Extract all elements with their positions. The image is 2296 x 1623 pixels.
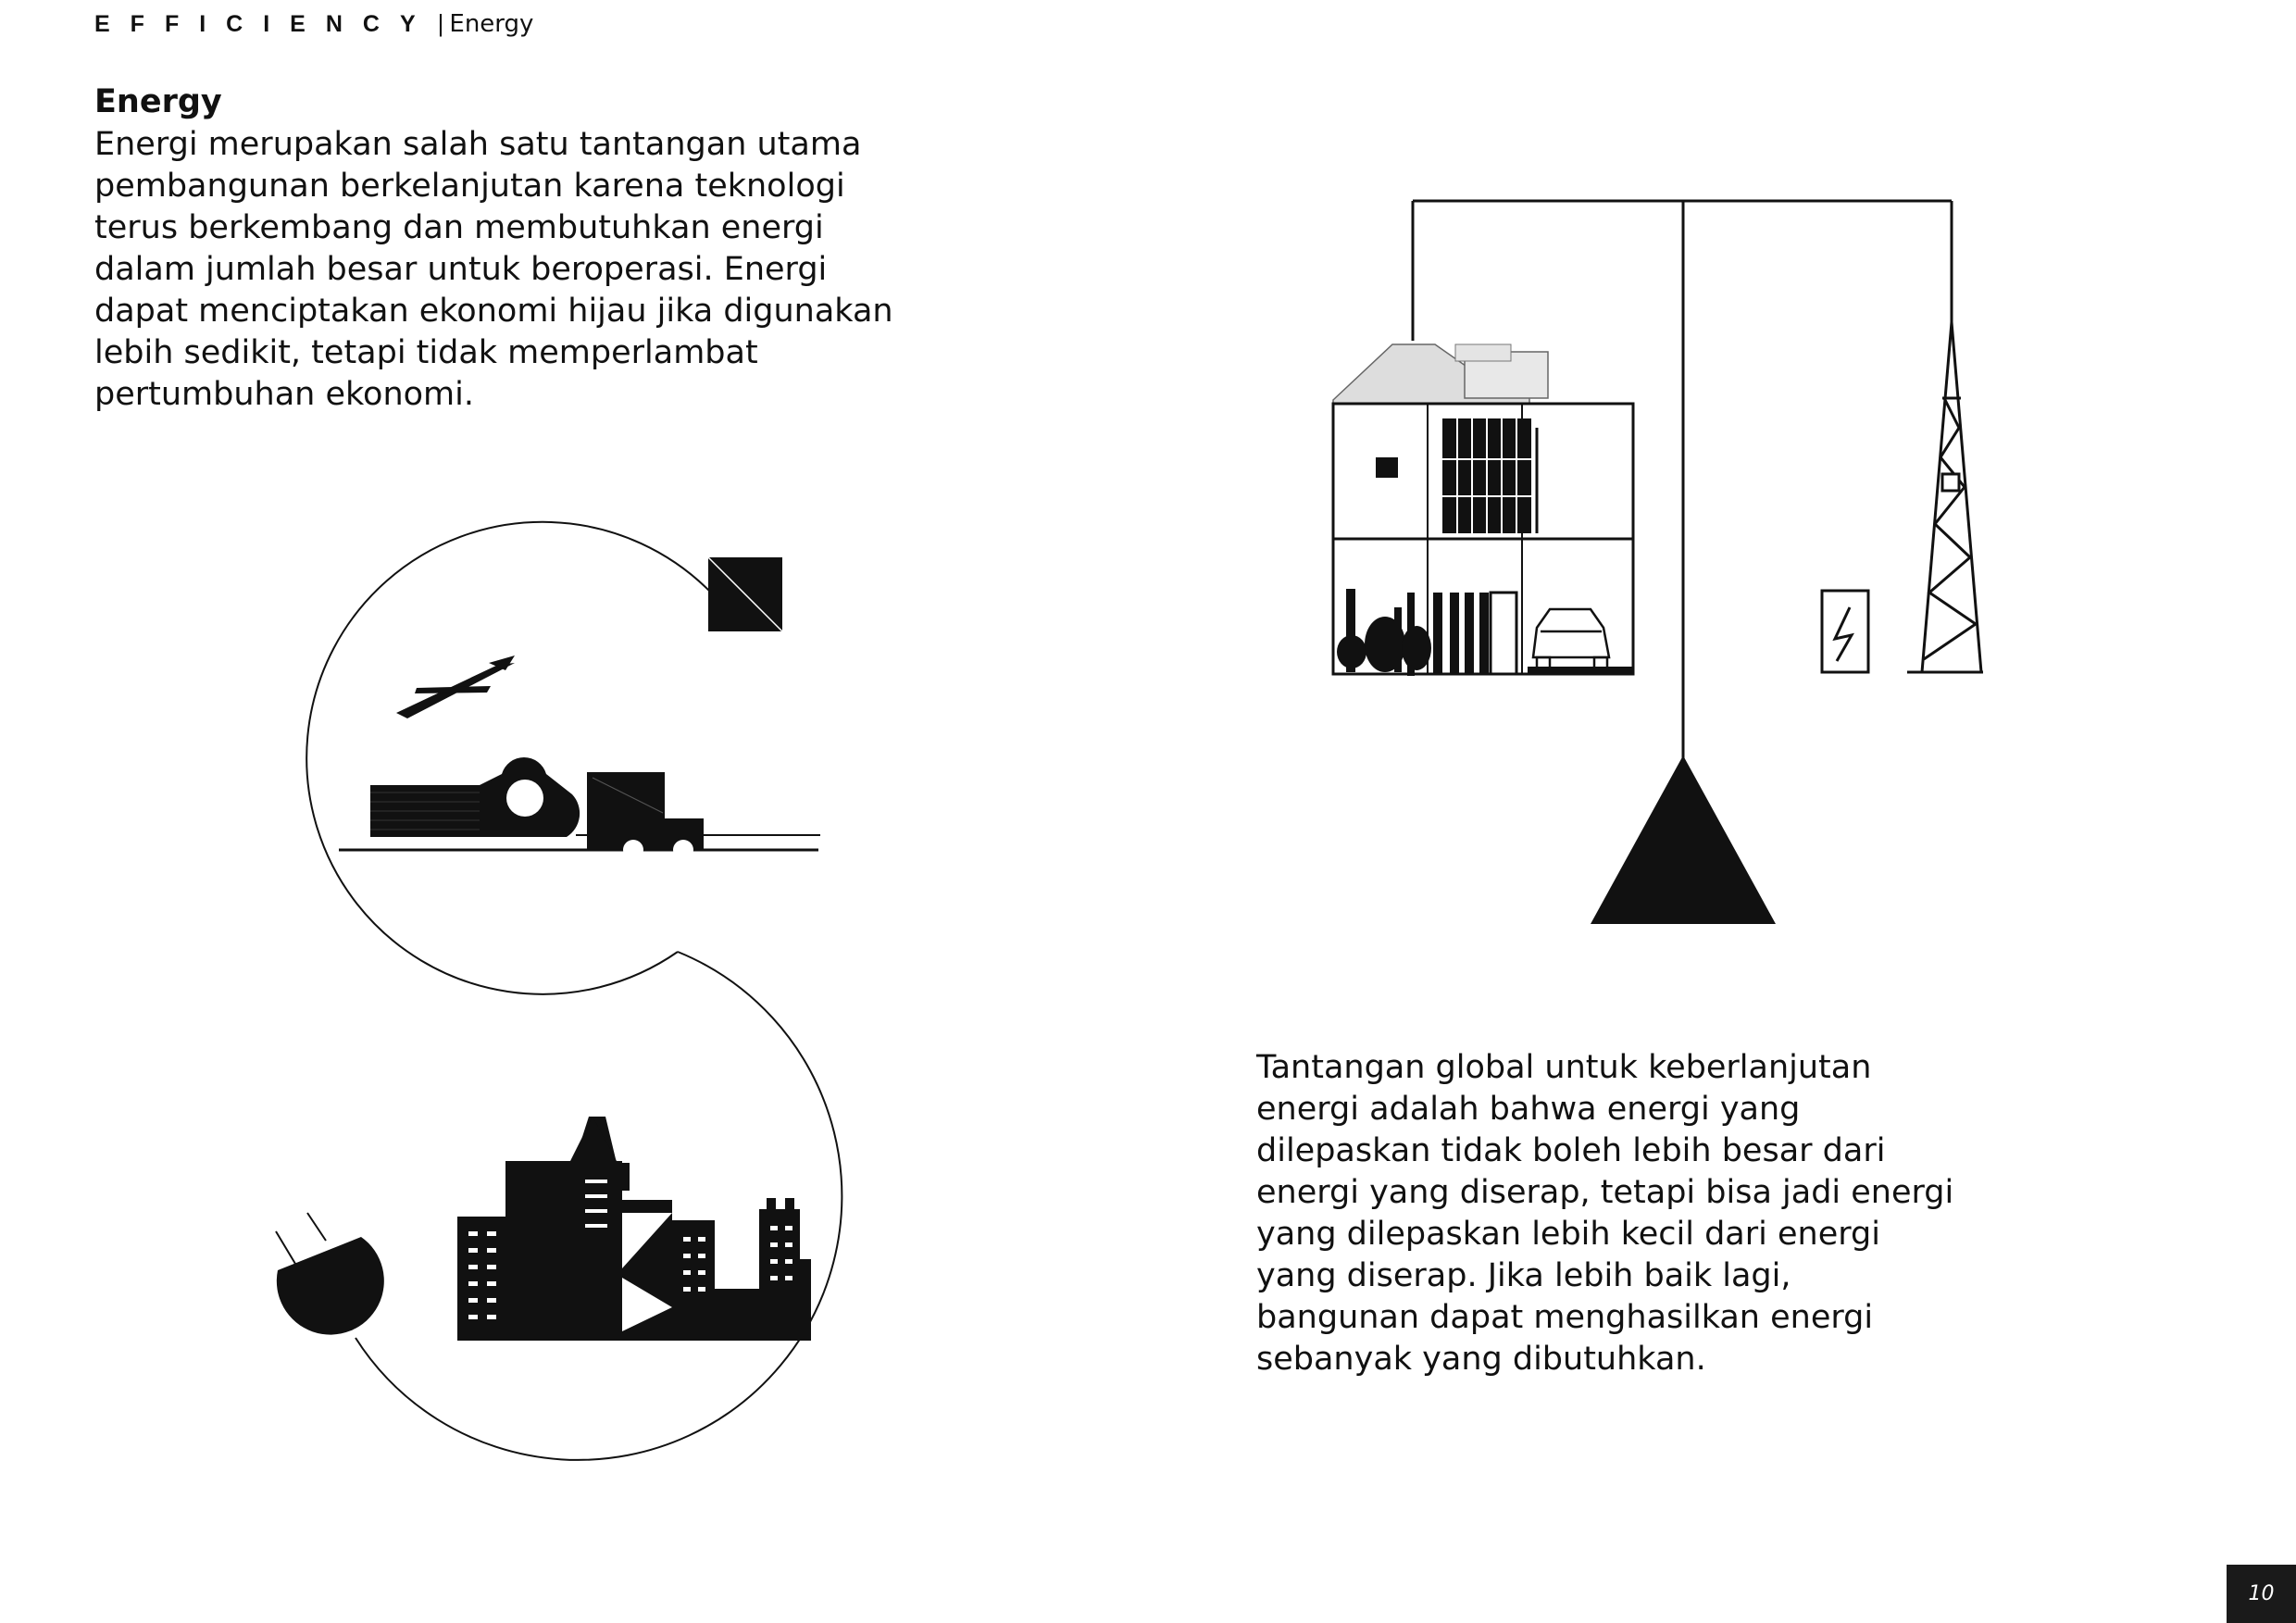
page-number-badge [2227, 1565, 2296, 1623]
content-title: Energy [94, 83, 222, 120]
half-disc-icon [276, 1213, 384, 1335]
topic-label: Energy [449, 10, 534, 38]
city-icon [457, 1117, 811, 1341]
intro-paragraph: Energi merupakan salah satu tantangan utama pembangunan berkelanjutan karena teknologi terus berkembang dan membutuhkan energi dalam jumlah besar untuk beroperasi. Energi dapat menciptakan ekonomi hijau jika digunakan lebih sedikit, tetapi tidak memperlambat pertumbuhan ekonomi. [94, 126, 893, 413]
transmission-tower-icon [1907, 322, 1983, 672]
section-label: EFFICIENCY [94, 11, 436, 37]
house-icon [1333, 344, 1633, 676]
balance-paragraph: Tantangan global untuk keberlanjutan energi adalah bahwa energi yang dilepaskan tidak boleh lebih besar dari energi yang diserap, tetapi bisa jadi energi yang dilepaskan lebih kecil dari energi yang diserap. Jika lebih baik lagi, bangunan dapat menghasilkan energi sebanyak yang dibutuhkan. [1256, 1049, 1954, 1378]
page-header [94, 9, 533, 38]
electric-meter-icon [1822, 591, 1868, 672]
square-icon [708, 557, 782, 631]
upper-arc [306, 522, 711, 994]
energy-cycle-illustration [241, 500, 944, 1555]
page-number: 10 [2248, 1582, 2275, 1605]
header-separator: | [437, 9, 444, 37]
energy-balance-illustration [1259, 185, 2000, 944]
truck-icon [370, 757, 704, 860]
airplane-icon [396, 655, 515, 718]
weight-triangle [1591, 755, 1776, 924]
